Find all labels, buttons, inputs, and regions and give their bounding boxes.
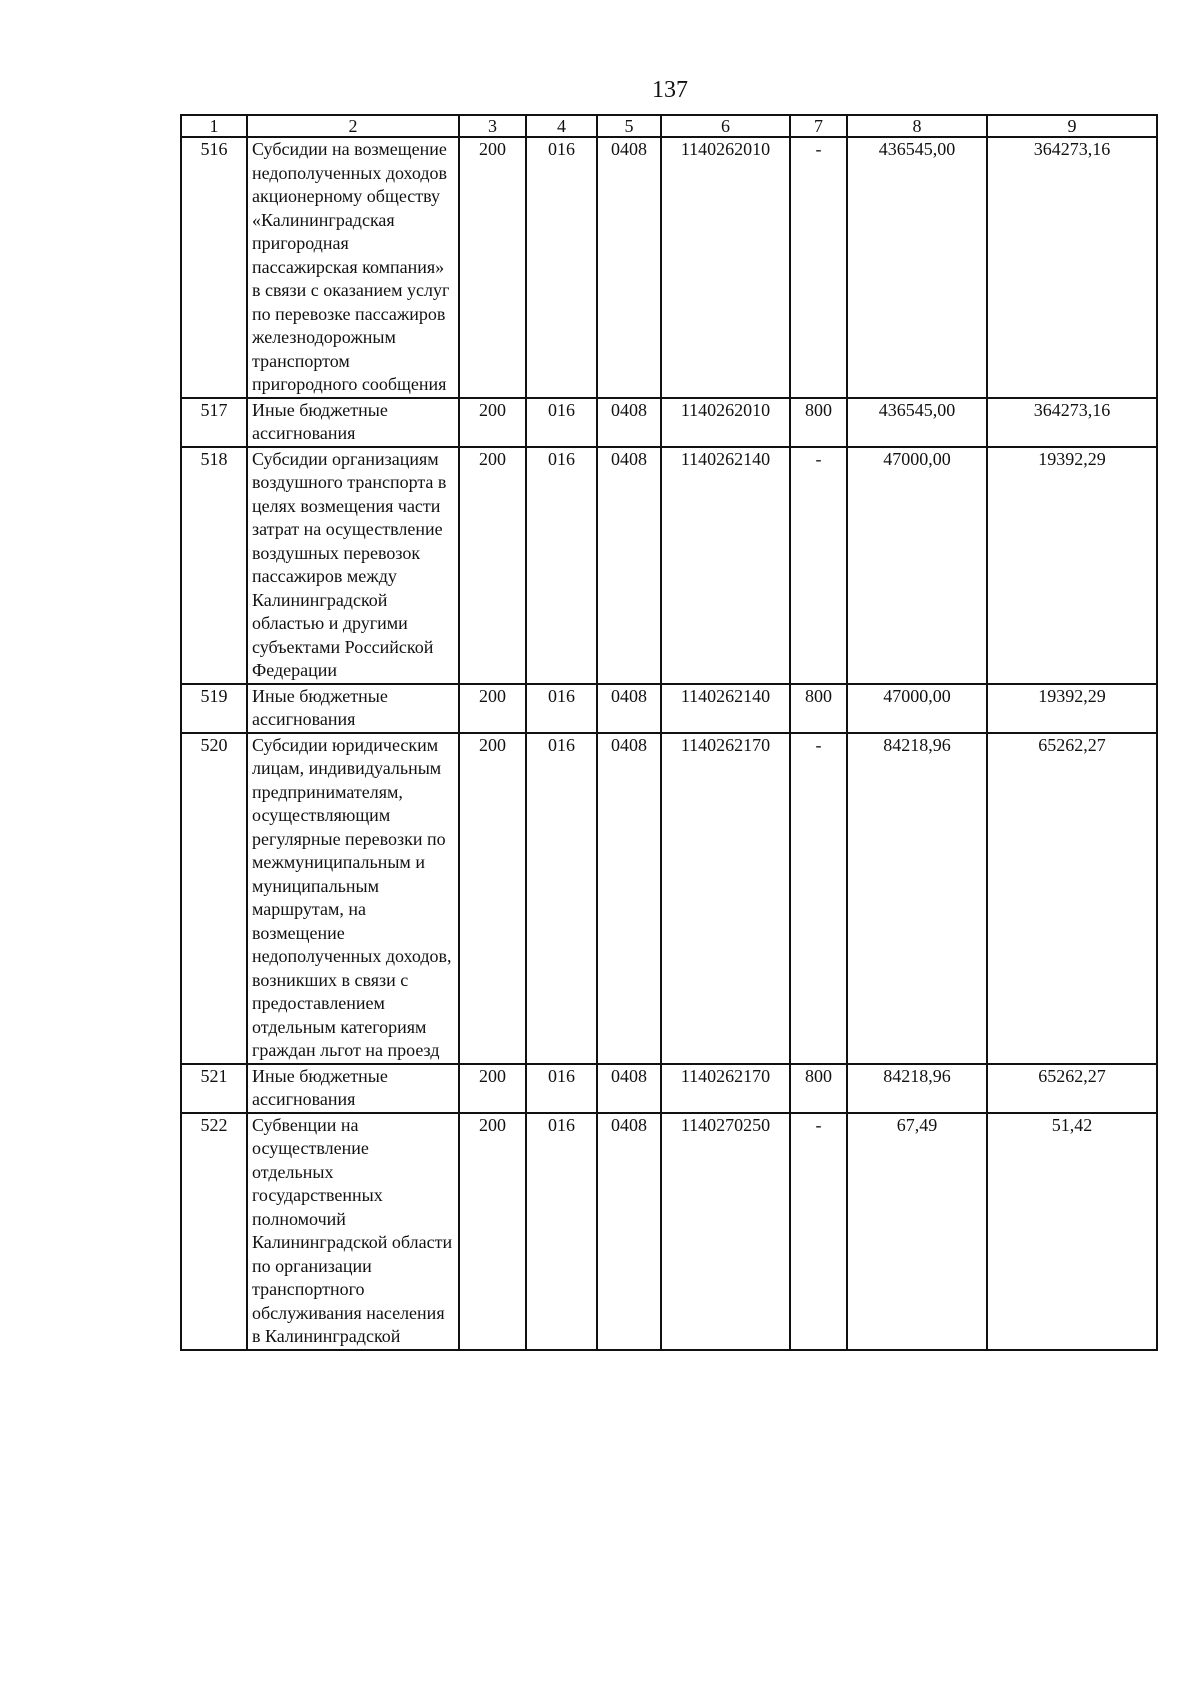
code-cell: 0408	[597, 684, 661, 733]
row-number-cell: 517	[181, 398, 247, 447]
amount-cell: 436545,00	[847, 137, 987, 398]
code-cell: 016	[526, 398, 597, 447]
amount-cell: 436545,00	[847, 398, 987, 447]
table-row	[181, 684, 1157, 733]
row-number-cell: 516	[181, 137, 247, 398]
code-cell: 800	[790, 1064, 847, 1113]
code-cell: -	[790, 1113, 847, 1350]
budget-table	[180, 114, 1158, 1351]
amount-cell: 19392,29	[987, 447, 1157, 684]
amount-cell: 67,49	[847, 1113, 987, 1350]
amount-cell: 47000,00	[847, 684, 987, 733]
code-cell: 1140270250	[661, 1113, 790, 1350]
column-header: 4	[526, 115, 597, 137]
amount-cell: 65262,27	[987, 1064, 1157, 1113]
page-number: 137	[652, 77, 688, 103]
code-cell: 200	[459, 733, 526, 1064]
code-cell: 1140262170	[661, 733, 790, 1064]
description-cell: Иные бюджетные ассигнования	[247, 684, 459, 733]
code-cell: 1140262010	[661, 137, 790, 398]
code-cell: 0408	[597, 733, 661, 1064]
code-cell: 0408	[597, 398, 661, 447]
amount-cell: 84218,96	[847, 1064, 987, 1113]
amount-cell: 51,42	[987, 1113, 1157, 1350]
description-cell: Иные бюджетные ассигнования	[247, 1064, 459, 1113]
table-row	[181, 1064, 1157, 1113]
amount-cell: 364273,16	[987, 137, 1157, 398]
code-cell: 200	[459, 1113, 526, 1350]
description-cell: Субсидии юридическим лицам, индивидуальным предпринимателям, осуществляющим регулярные перевозки по межмуниципальным и муниципальным маршрутам, на возмещение недополученных доходов, возникших в связи с предоставлением отдельным категориям граждан льгот на проезд	[247, 733, 459, 1064]
code-cell: 0408	[597, 1113, 661, 1350]
table-row	[181, 137, 1157, 398]
amount-cell: 47000,00	[847, 447, 987, 684]
amount-cell: 364273,16	[987, 398, 1157, 447]
code-cell: 0408	[597, 137, 661, 398]
code-cell: 016	[526, 684, 597, 733]
code-cell: 200	[459, 447, 526, 684]
column-header: 9	[987, 115, 1157, 137]
code-cell: 1140262010	[661, 398, 790, 447]
code-cell: 200	[459, 137, 526, 398]
amount-cell: 84218,96	[847, 733, 987, 1064]
code-cell: 800	[790, 684, 847, 733]
code-cell: 200	[459, 1064, 526, 1113]
row-number-cell: 521	[181, 1064, 247, 1113]
code-cell: 0408	[597, 1064, 661, 1113]
code-cell: -	[790, 447, 847, 684]
table-row	[181, 1113, 1157, 1350]
row-number-cell: 520	[181, 733, 247, 1064]
row-number-cell: 519	[181, 684, 247, 733]
code-cell: 0408	[597, 447, 661, 684]
code-cell: -	[790, 733, 847, 1064]
code-cell: 800	[790, 398, 847, 447]
code-cell: 200	[459, 398, 526, 447]
code-cell: 016	[526, 137, 597, 398]
amount-cell: 19392,29	[987, 684, 1157, 733]
column-header: 3	[459, 115, 526, 137]
code-cell: -	[790, 137, 847, 398]
code-cell: 016	[526, 1064, 597, 1113]
code-cell: 1140262140	[661, 447, 790, 684]
row-number-cell: 518	[181, 447, 247, 684]
code-cell: 016	[526, 1113, 597, 1350]
code-cell: 016	[526, 447, 597, 684]
table-row	[181, 398, 1157, 447]
description-cell: Субвенции на осуществление отдельных государственных полномочий Калининградской области по организации транспортного обслуживания населения в Калининградской	[247, 1113, 459, 1350]
code-cell: 1140262170	[661, 1064, 790, 1113]
table-header-row	[181, 115, 1157, 137]
amount-cell: 65262,27	[987, 733, 1157, 1064]
column-header: 2	[247, 115, 459, 137]
column-header: 6	[661, 115, 790, 137]
description-cell: Иные бюджетные ассигнования	[247, 398, 459, 447]
column-header: 5	[597, 115, 661, 137]
column-header: 8	[847, 115, 987, 137]
description-cell: Субсидии организациям воздушного транспорта в целях возмещения части затрат на осуществление воздушных перевозок пассажиров между Калининградской областью и другими субъектами Российской Федерации	[247, 447, 459, 684]
row-number-cell: 522	[181, 1113, 247, 1350]
code-cell: 200	[459, 684, 526, 733]
code-cell: 016	[526, 733, 597, 1064]
code-cell: 1140262140	[661, 684, 790, 733]
table-row	[181, 447, 1157, 684]
description-cell: Субсидии на возмещение недополученных доходов акционерному обществу «Калининградская пригородная пассажирская компания» в связи с оказанием услуг по перевозке пассажиров железнодорожным транспортом пригородного сообщения	[247, 137, 459, 398]
column-header: 1	[181, 115, 247, 137]
column-header: 7	[790, 115, 847, 137]
table-row	[181, 733, 1157, 1064]
